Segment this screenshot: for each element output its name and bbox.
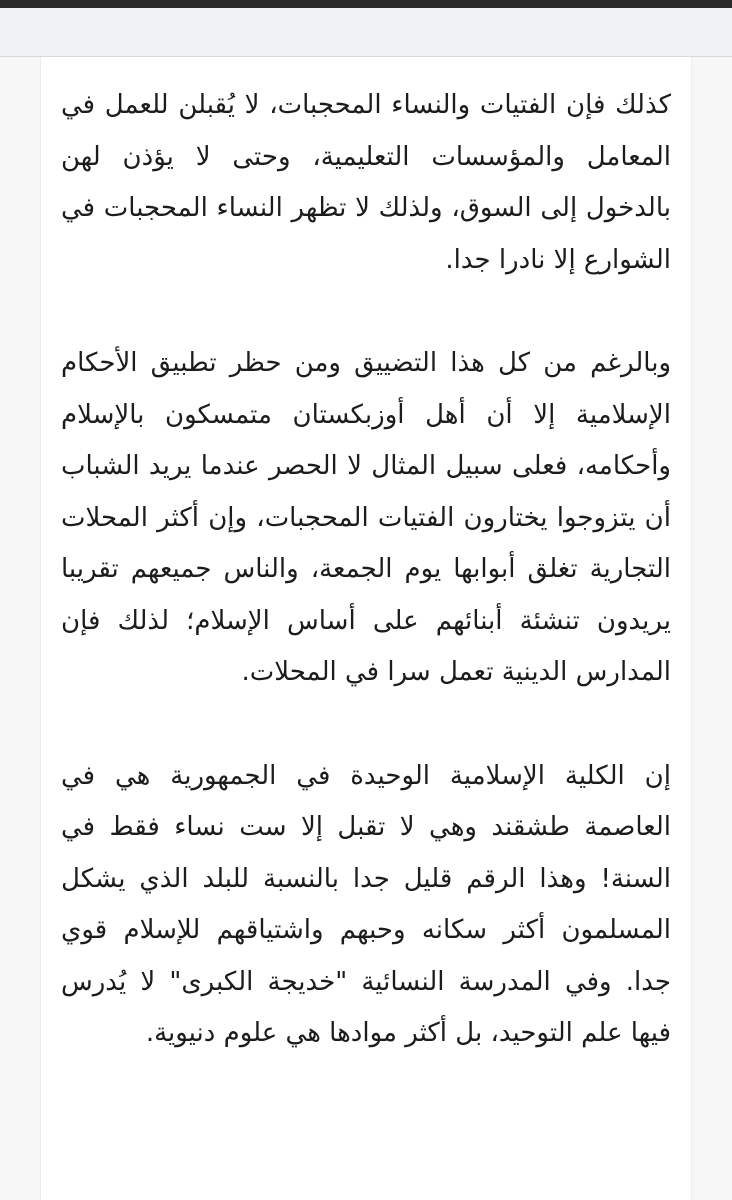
status-bar [0,0,732,8]
article-paragraph-3: إن الكلية الإسلامية الوحيدة في الجمهورية هي في العاصمة طشقند وهي لا تقبل إلا ست نساء فقط في السنة! وهذا الرقم قليل جدا بالنسبة للبلد الذي يشكل المسلمون أكثر سكانه وحبهم واشتياقهم للإسلام قوي جدا. وفي المدرسة النسائية "خديجة الكبرى" لا يُدرس فيها علم التوحيد، بل أكثر موادها هي علوم دنيوية. [61,760,671,1048]
article-body [61,80,671,1112]
article-paragraph-1: كذلك فإن الفتيات والنساء المحجبات، لا يُقبلن للعمل في المعامل والمؤسسات التعليمية، وحتى لا يؤذن لهن بالدخول إلى السوق، ولذلك لا تظهر النساء المحجبات في الشوارع إلا نادرا جدا. [61,90,671,275]
article-paragraph-2: وبالرغم من كل هذا التضييق ومن حظر تطبيق الأحكام الإسلامية إلا أن أهل أوزبكستان متمسكون بالإسلام وأحكامه، فعلى سبيل المثال لا الحصر عندما يريد الشباب أن يتزوجوا يختارون الفتيات المحجبات، وإن أكثر المحلات التجارية تغلق أبوابها يوم الجمعة، والناس جميعهم تقريبا يريدون تنشئة أبنائهم على أساس الإسلام؛ لذلك فإن المدارس الدينية تعمل سرا في المحلات. [61,348,671,687]
browser-toolbar [0,8,732,57]
